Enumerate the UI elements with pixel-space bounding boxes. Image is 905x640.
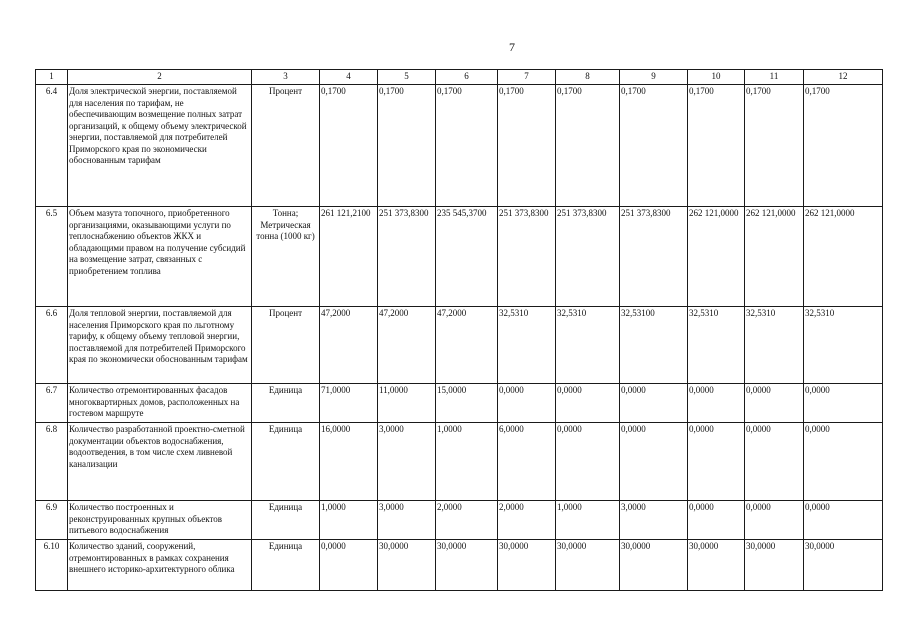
indicator-name: Доля тепловой энергии, поставляемой для населения Приморского края по льготному тарифу, к общему объему тепловой энергии, поставляемой для потребителей Приморского края по экономически обоснованным тарифам: [68, 307, 252, 384]
value-cell: 30,0000: [498, 540, 556, 591]
value-cell: 0,0000: [556, 423, 620, 501]
header-cell: 4: [320, 70, 378, 85]
header-cell: 10: [688, 70, 745, 85]
indicators-table: [35, 69, 883, 591]
value-cell: 32,5310: [745, 307, 804, 384]
table-row: [36, 540, 883, 591]
value-cell: 0,1700: [804, 85, 883, 207]
unit-cell: Тонна; Метрическая тонна (1000 кг): [252, 207, 320, 307]
value-cell: 0,0000: [804, 423, 883, 501]
value-cell: 0,0000: [498, 384, 556, 423]
table-row: [36, 423, 883, 501]
value-cell: 1,0000: [320, 501, 378, 540]
header-cell: 8: [556, 70, 620, 85]
value-cell: 262 121,0000: [804, 207, 883, 307]
value-cell: 0,0000: [804, 384, 883, 423]
header-cell: 2: [68, 70, 252, 85]
value-cell: 0,1700: [620, 85, 688, 207]
value-cell: 3,0000: [378, 501, 436, 540]
row-number: 6.6: [36, 307, 68, 384]
indicator-name: Объем мазута топочного, приобретенного организациями, оказывающими услуги по теплоснабжению объектов ЖКХ и обладающими правом на получение субсидий на возмещение затрат, связанных с приобретением топлива: [68, 207, 252, 307]
table-row: [36, 384, 883, 423]
value-cell: 0,0000: [688, 501, 745, 540]
header-row: [36, 70, 883, 85]
value-cell: 0,1700: [556, 85, 620, 207]
indicator-name: Доля электрической энергии, поставляемой для населения по тарифам, не обеспечивающим возмещение полных затрат организаций, к общему объему электрической энергии, поставляемой для потребителей Приморского края по экономически обоснованным тарифам: [68, 85, 252, 207]
value-cell: 11,0000: [378, 384, 436, 423]
value-cell: 0,0000: [620, 423, 688, 501]
value-cell: 30,0000: [556, 540, 620, 591]
value-cell: 3,0000: [620, 501, 688, 540]
value-cell: 30,0000: [378, 540, 436, 591]
header-cell: 12: [804, 70, 883, 85]
value-cell: 262 121,0000: [688, 207, 745, 307]
value-cell: 16,0000: [320, 423, 378, 501]
value-cell: 0,0000: [745, 501, 804, 540]
value-cell: 0,1700: [688, 85, 745, 207]
value-cell: 2,0000: [498, 501, 556, 540]
value-cell: 47,2000: [378, 307, 436, 384]
value-cell: 262 121,0000: [745, 207, 804, 307]
value-cell: 0,0000: [620, 384, 688, 423]
value-cell: 30,0000: [436, 540, 498, 591]
value-cell: 0,0000: [804, 501, 883, 540]
unit-cell: Единица: [252, 384, 320, 423]
value-cell: 47,2000: [320, 307, 378, 384]
value-cell: 30,0000: [688, 540, 745, 591]
row-number: 6.8: [36, 423, 68, 501]
value-cell: 3,0000: [378, 423, 436, 501]
value-cell: 0,0000: [745, 384, 804, 423]
table-row: [36, 207, 883, 307]
row-number: 6.4: [36, 85, 68, 207]
value-cell: 32,5310: [804, 307, 883, 384]
value-cell: 2,0000: [436, 501, 498, 540]
value-cell: 0,1700: [436, 85, 498, 207]
table-row: [36, 85, 883, 207]
value-cell: 251 373,8300: [556, 207, 620, 307]
indicator-name: Количество отремонтированных фасадов многоквартирных домов, расположенных на гостевом маршруте: [68, 384, 252, 423]
unit-cell: Процент: [252, 307, 320, 384]
value-cell: 1,0000: [436, 423, 498, 501]
value-cell: 71,0000: [320, 384, 378, 423]
row-number: 6.10: [36, 540, 68, 591]
header-cell: 6: [436, 70, 498, 85]
value-cell: 0,0000: [688, 423, 745, 501]
value-cell: 32,5310: [688, 307, 745, 384]
row-number: 6.5: [36, 207, 68, 307]
header-cell: 11: [745, 70, 804, 85]
value-cell: 235 545,3700: [436, 207, 498, 307]
value-cell: 0,1700: [378, 85, 436, 207]
row-number: 6.9: [36, 501, 68, 540]
value-cell: 0,0000: [556, 384, 620, 423]
header-cell: 3: [252, 70, 320, 85]
value-cell: 0,0000: [745, 423, 804, 501]
value-cell: 0,1700: [320, 85, 378, 207]
value-cell: 32,53100: [620, 307, 688, 384]
value-cell: 0,1700: [745, 85, 804, 207]
value-cell: 6,0000: [498, 423, 556, 501]
value-cell: 251 373,8300: [378, 207, 436, 307]
table-row: [36, 501, 883, 540]
value-cell: 261 121,2100: [320, 207, 378, 307]
row-number: 6.7: [36, 384, 68, 423]
header-cell: 7: [498, 70, 556, 85]
header-cell: 9: [620, 70, 688, 85]
value-cell: 30,0000: [745, 540, 804, 591]
value-cell: 251 373,8300: [498, 207, 556, 307]
page-number: 7: [509, 40, 515, 54]
value-cell: 0,0000: [688, 384, 745, 423]
value-cell: 30,0000: [620, 540, 688, 591]
indicator-name: Количество разработанной проектно-сметной документации объектов водоснабжения, водоотведения, в том числе схем ливневой канализации: [68, 423, 252, 501]
table-row: [36, 307, 883, 384]
value-cell: 0,0000: [320, 540, 378, 591]
unit-cell: Единица: [252, 540, 320, 591]
indicator-name: Количество построенных и реконструированных крупных объектов питьевого водоснабжения: [68, 501, 252, 540]
value-cell: 32,5310: [498, 307, 556, 384]
value-cell: 15,0000: [436, 384, 498, 423]
unit-cell: Единица: [252, 501, 320, 540]
indicator-name: Количество зданий, сооружений, отремонтированных в рамках сохранения внешнего историко-архитектурного облика: [68, 540, 252, 591]
value-cell: 251 373,8300: [620, 207, 688, 307]
header-cell: 5: [378, 70, 436, 85]
value-cell: 32,5310: [556, 307, 620, 384]
unit-cell: Единица: [252, 423, 320, 501]
value-cell: 1,0000: [556, 501, 620, 540]
value-cell: 30,0000: [804, 540, 883, 591]
value-cell: 47,2000: [436, 307, 498, 384]
unit-cell: Процент: [252, 85, 320, 207]
header-cell: 1: [36, 70, 68, 85]
value-cell: 0,1700: [498, 85, 556, 207]
